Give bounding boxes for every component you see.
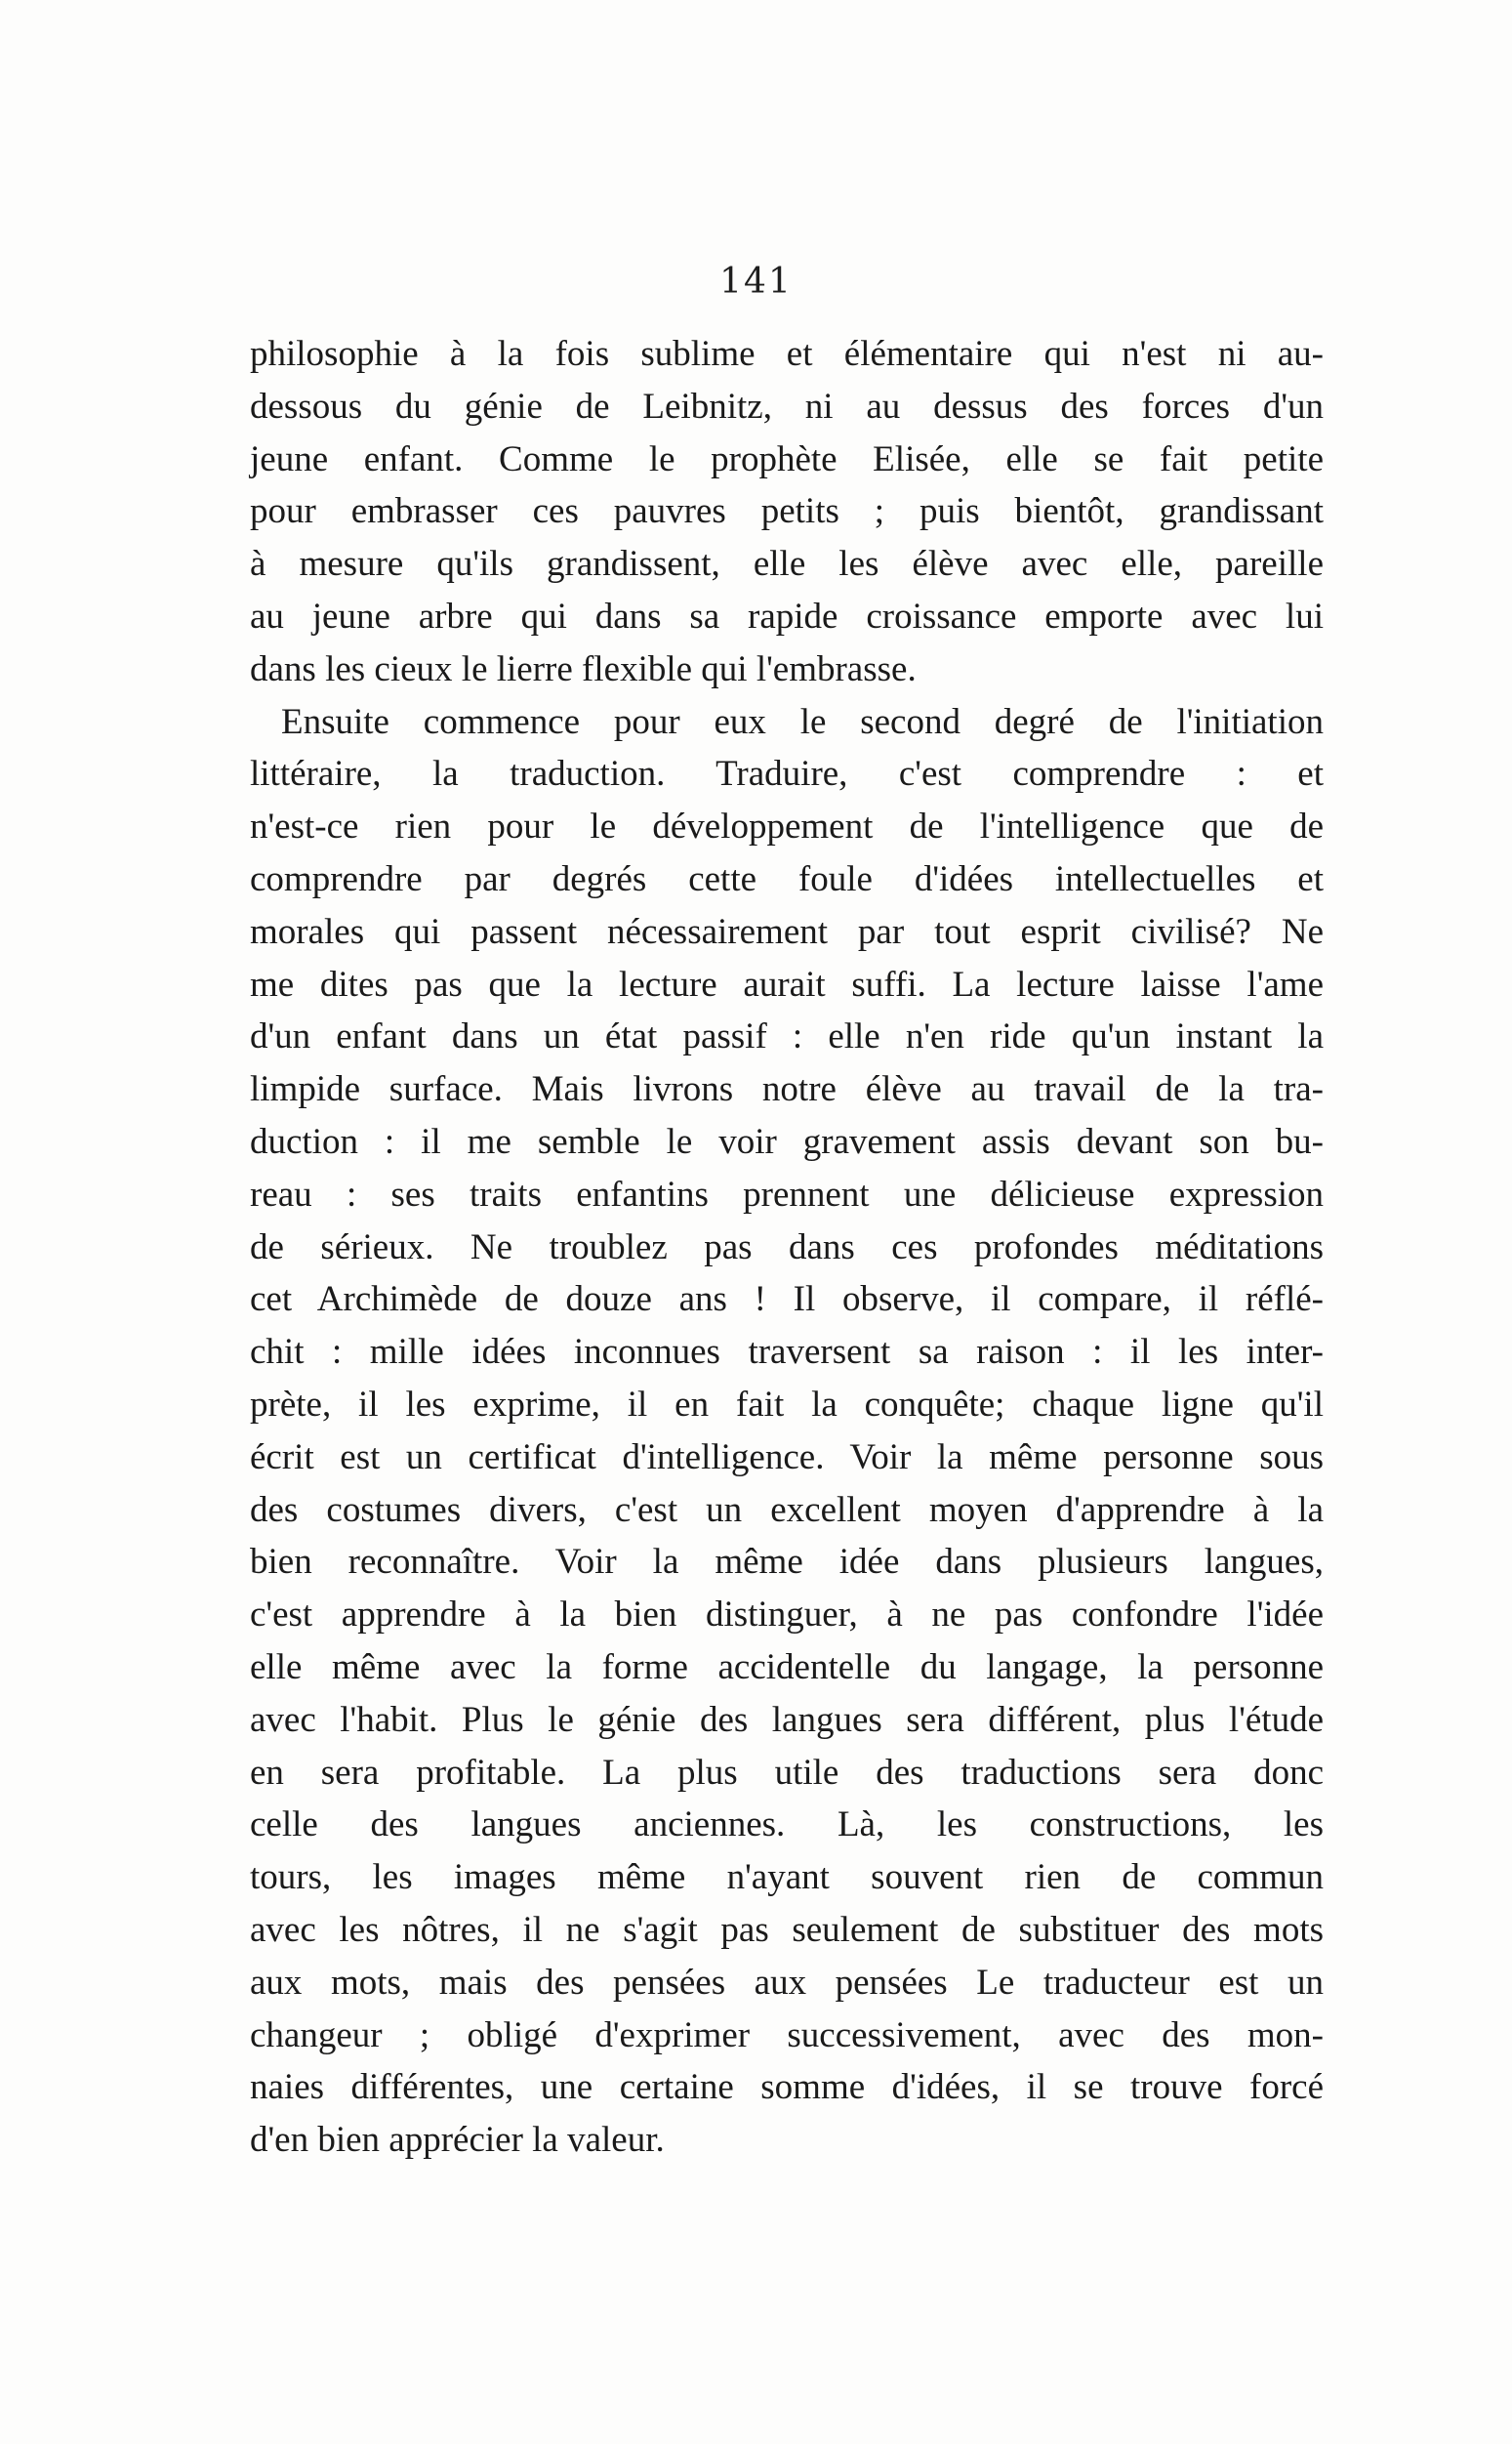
- text-line: de sérieux. Ne troublez pas dans ces profondes méditations: [250, 1226, 1324, 1267]
- text-line: prète, il les exprime, il en fait la conquête; chaque ligne qu'il: [250, 1384, 1324, 1425]
- text-line: limpide surface. Mais livrons notre élève au travail de la tra-: [250, 1069, 1324, 1110]
- text-line: chit : mille idées inconnues traversent sa raison : il les inter-: [250, 1332, 1324, 1373]
- text-line: n'est-ce rien pour le développement de l'intelligence que de: [250, 807, 1324, 848]
- text-line: tours, les images même n'ayant souvent rien de commun: [250, 1857, 1324, 1898]
- text-line: duction : il me semble le voir gravement assis devant son bu-: [250, 1121, 1324, 1162]
- paragraph-start-line: Ensuite commence pour eux le second degré de l'initiation: [281, 701, 1324, 742]
- text-line: aux mots, mais des pensées aux pensées Le traducteur est un: [250, 1962, 1324, 2003]
- text-line: elle même avec la forme accidentelle du langage, la personne: [250, 1646, 1324, 1687]
- text-line: littéraire, la traduction. Traduire, c'est comprendre : et: [250, 754, 1324, 795]
- text-line: philosophie à la fois sublime et élémentaire qui n'est ni au-: [250, 334, 1324, 374]
- text-line: des costumes divers, c'est un excellent moyen d'apprendre à la: [250, 1489, 1324, 1530]
- text-line: à mesure qu'ils grandissent, elle les élève avec elle, pareille: [250, 544, 1324, 585]
- text-line: avec les nôtres, il ne s'agit pas seulement de substituer des mots: [250, 1909, 1324, 1950]
- text-line: au jeune arbre qui dans sa rapide croissance emporte avec lui: [250, 596, 1324, 637]
- paragraph-end-line: d'en bien apprécier la valeur.: [250, 2120, 665, 2161]
- text-line: me dites pas que la lecture aurait suffi. La lecture laisse l'ame: [250, 964, 1324, 1005]
- text-line: d'un enfant dans un état passif : elle n'en ride qu'un instant la: [250, 1016, 1324, 1057]
- text-line: pour embrasser ces pauvres petits ; puis bientôt, grandissant: [250, 491, 1324, 532]
- text-line: morales qui passent nécessairement par tout esprit civilisé? Ne: [250, 911, 1324, 952]
- text-line: c'est apprendre à la bien distinguer, à ne pas confondre l'idée: [250, 1595, 1324, 1636]
- page-number: 141: [719, 262, 793, 302]
- paragraph-end-line: dans les cieux le lierre flexible qui l'embrasse.: [250, 648, 917, 689]
- text-line: comprendre par degrés cette foule d'idées intellectuelles et: [250, 858, 1324, 899]
- text-line: naies différentes, une certaine somme d'idées, il se trouve forcé: [250, 2067, 1324, 2108]
- text-line: jeune enfant. Comme le prophète Elisée, elle se fait petite: [250, 438, 1324, 479]
- text-line: changeur ; obligé d'exprimer successivement, avec des mon-: [250, 2014, 1324, 2055]
- body-text: [250, 328, 1324, 2167]
- text-line: celle des langues anciennes. Là, les constructions, les: [250, 1804, 1324, 1845]
- text-line: écrit est un certificat d'intelligence. Voir la même personne sous: [250, 1436, 1324, 1477]
- text-line: bien reconnaître. Voir la même idée dans plusieurs langues,: [250, 1542, 1324, 1583]
- text-line: cet Archimède de douze ans ! Il observe, il compare, il réflé-: [250, 1279, 1324, 1320]
- text-line: reau : ses traits enfantins prennent une délicieuse expression: [250, 1174, 1324, 1215]
- text-line: dessous du génie de Leibnitz, ni au dessus des forces d'un: [250, 386, 1324, 427]
- text-line: avec l'habit. Plus le génie des langues sera différent, plus l'étude: [250, 1699, 1324, 1740]
- text-line: en sera profitable. La plus utile des traductions sera donc: [250, 1752, 1324, 1793]
